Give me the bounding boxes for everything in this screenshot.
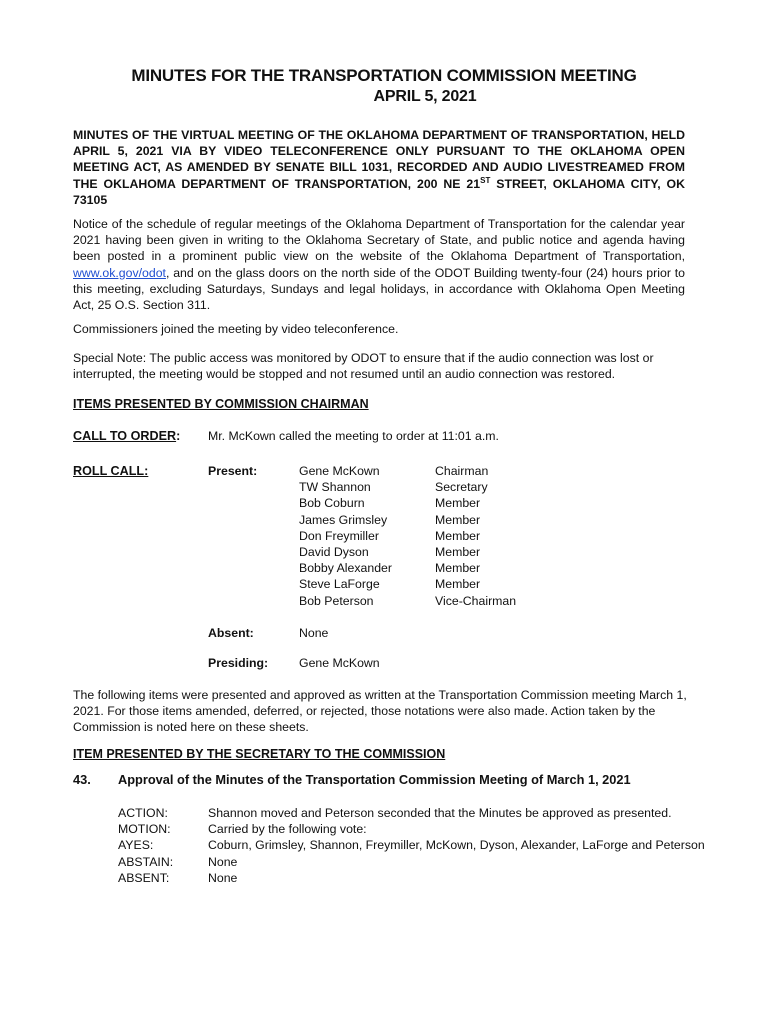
call-to-order-label: CALL TO ORDER: [73,429,181,443]
following-paragraph: The following items were presented and approved as written at the Transportation Commission meeting March 1, 2021. For those items amended, deferred, or rejected, those notations were also made. Action taken by the Commission is noted here on these sheets. [73,688,687,735]
member-role: Member [435,561,481,576]
presiding-label: Presiding: [208,656,269,670]
abstain-label: ABSTAIN: [118,854,174,869]
section-heading-secretary: ITEM PRESENTED BY THE SECRETARY TO THE COMMISSION [73,747,446,761]
action-value: Shannon moved and Peterson seconded that the Minutes be approved as presented. [208,806,672,820]
member-name: Don Freymiller [299,528,379,543]
motion-label: MOTION: [118,822,171,837]
member-name: Steve LaForge [299,577,380,592]
absent-vote-value: None [208,870,238,885]
presiding-value: Gene McKown [299,656,380,670]
joined-paragraph: Commissioners joined the meeting by video teleconference. [73,322,399,336]
member-name: Bob Peterson [299,593,374,608]
motion-value: Carried by the following vote: [208,822,367,837]
member-name: TW Shannon [299,480,371,495]
call-to-order-text: Mr. McKown called the meeting to order at 11:01 a.m. [208,429,499,443]
member-role: Vice-Chairman [435,593,517,608]
document-date: APRIL 5, 2021 [373,88,477,105]
item-title: Approval of the Minutes of the Transportation Commission Meeting of March 1, 2021 [118,772,631,787]
special-note-paragraph: Special Note: The public access was monitored by ODOT to ensure that if the audio connection was lost or interrupted, the meeting would be stopped and not resumed until an audio connection was restored. [73,351,654,382]
member-name: Gene McKown [299,464,380,478]
member-role: Member [435,577,481,592]
item-row-labels [118,805,173,886]
member-role: Secretary [435,480,488,495]
section-heading-chairman: ITEMS PRESENTED BY COMMISSION CHAIRMAN [73,397,369,411]
abstain-value: None [208,854,238,869]
ayes-label: AYES: [118,838,154,853]
absent-value: None [299,626,329,640]
member-names [299,463,392,609]
member-role: Chairman [435,464,489,478]
member-name: Bob Coburn [299,496,365,511]
document-title: MINUTES FOR THE TRANSPORTATION COMMISSION MEETING [131,66,637,85]
member-role: Member [435,496,481,511]
action-label: ACTION: [118,806,168,820]
absent-vote-label: ABSENT: [118,870,170,885]
member-role: Member [435,528,481,543]
member-name: James Grimsley [299,512,388,527]
item-number: 43. [73,772,91,787]
member-name: Bobby Alexander [299,561,392,576]
ayes-value: Coburn, Grimsley, Shannon, Freymiller, McKown, Dyson, Alexander, LaForge and Peterson [208,838,705,853]
member-role: Member [435,544,481,559]
intro-paragraph: MINUTES OF THE VIRTUAL MEETING OF THE OKLAHOMA DEPARTMENT OF TRANSPORTATION, HELD APRIL 5, 2021 VIA BY VIDEO TELECONFERENCE ONLY PURSUANT TO THE OKLAHOMA OPEN MEETING ACT, AS AMENDED BY SENATE BILL 1031, RECORDED AND AUDIO LIVESTREAMED FROM THE OKLAHOMA DEPARTMENT OF TRANSPORTATION, 200 NE 21ST STREET, OKLAHOMA CITY, OK 73105 [73,128,686,207]
absent-label: Absent: [208,626,254,640]
notice-paragraph: Notice of the schedule of regular meetings of the Oklahoma Department of Transportation for the calendar year 2021 having been given in writing to the Oklahoma Secretary of State, and public notice and agenda having been posted in a prominent public view on the website of the Oklahoma Department of Transportation, www.ok.gov/odot, and on the glass doors on the north side of the ODOT Building twenty-four (24) hours prior to this meeting, excluding Saturdays, Sundays and legal holidays, in accordance with Oklahoma Open Meeting Act, 25 O.S. Section 311. [73,217,685,313]
member-role: Member [435,512,481,527]
odot-website-link[interactable]: www.ok.gov/odot [73,265,166,280]
member-roles [435,463,516,609]
roll-call-label: ROLL CALL: [73,464,149,478]
member-name: David Dyson [299,544,369,559]
present-label: Present: [208,464,258,478]
item-row-values [208,805,705,886]
